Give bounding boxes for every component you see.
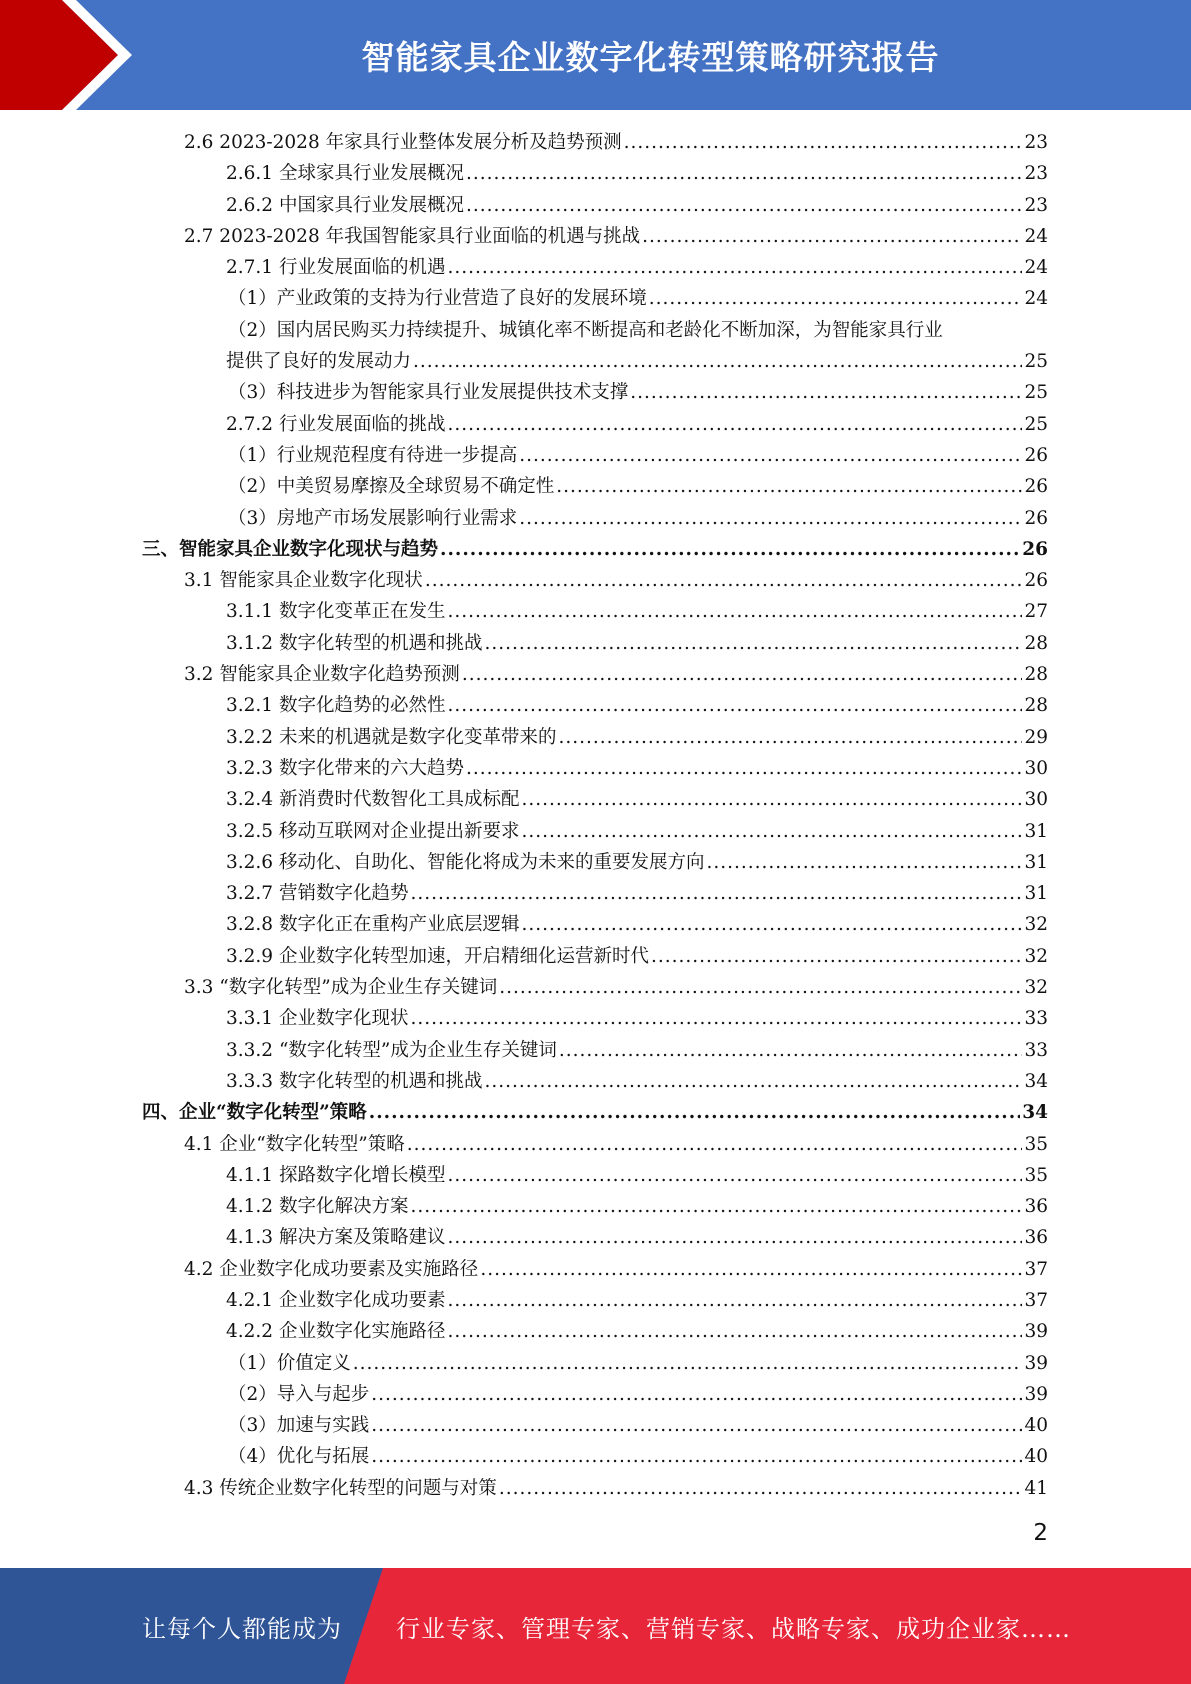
toc-entry-page: 32 — [1024, 945, 1048, 967]
toc-leader-dots — [499, 972, 1022, 1003]
toc-entry-page: 24 — [1024, 225, 1048, 247]
toc-entry-page: 39 — [1024, 1321, 1048, 1343]
toc-entry[interactable] — [0, 1066, 1191, 1097]
toc-entry-page: 31 — [1024, 820, 1048, 842]
toc-entry[interactable] — [0, 1316, 1191, 1347]
toc-leader-dots — [447, 1160, 1022, 1191]
toc-leader-dots — [369, 1097, 1020, 1128]
toc-entry-page: 40 — [1024, 1446, 1048, 1468]
toc-entry[interactable] — [0, 127, 1191, 158]
toc-entry[interactable] — [0, 1285, 1191, 1316]
toc-entry-page: 36 — [1024, 1196, 1048, 1218]
toc-entry[interactable] — [0, 628, 1191, 659]
page-footer — [0, 1568, 1191, 1684]
toc-entry-page: 37 — [1024, 1289, 1048, 1311]
toc-leader-dots — [521, 816, 1022, 847]
toc-entry-title: 3.3 “数字化转型”成为企业生存关键词 — [184, 977, 498, 999]
toc-entry-page: 39 — [1024, 1352, 1048, 1374]
toc-entry[interactable] — [0, 1410, 1191, 1441]
toc-leader-dots — [413, 346, 1022, 377]
toc-entry[interactable] — [0, 722, 1191, 753]
toc-entry-title: 4.1.3 解决方案及策略建议 — [226, 1227, 446, 1249]
toc-entry-title: （2）中美贸易摩擦及全球贸易不确定性 — [228, 476, 555, 498]
toc-entry[interactable] — [0, 315, 1191, 346]
toc-entry[interactable] — [0, 941, 1191, 972]
toc-entry-page: 25 — [1024, 351, 1048, 373]
toc-entry-title: （1）行业规范程度有待进一步提高 — [228, 444, 518, 466]
toc-entry-page: 26 — [1024, 444, 1048, 466]
toc-entry-title: 2.7.2 行业发展面临的挑战 — [226, 413, 446, 435]
toc-entry-page: 30 — [1024, 789, 1048, 811]
toc-entry-page: 35 — [1024, 1133, 1048, 1155]
toc-entry[interactable] — [0, 972, 1191, 1003]
toc-entry[interactable] — [0, 753, 1191, 784]
toc-entry-page: 26 — [1022, 538, 1048, 560]
toc-leader-dots — [519, 440, 1022, 471]
toc-entry-title: 4.1.2 数字化解决方案 — [226, 1196, 409, 1218]
toc-leader-dots — [440, 534, 1020, 565]
toc-entry-title: 3.2.5 移动互联网对企业提出新要求 — [226, 820, 520, 842]
toc-entry-page: 24 — [1024, 257, 1048, 279]
toc-entry-page: 33 — [1024, 1039, 1048, 1061]
toc-entry-page: 27 — [1024, 601, 1048, 623]
toc-entry[interactable] — [0, 346, 1191, 377]
toc-leader-dots — [447, 1285, 1022, 1316]
toc-entry-page: 37 — [1024, 1258, 1048, 1280]
toc-entry[interactable] — [0, 471, 1191, 502]
toc-entry-title: 2.7.1 行业发展面临的机遇 — [226, 257, 446, 279]
toc-entry[interactable] — [0, 1097, 1191, 1128]
toc-entry[interactable] — [0, 1003, 1191, 1034]
toc-entry-title: 4.2.2 企业数字化实施路径 — [226, 1321, 446, 1343]
toc-leader-dots — [624, 127, 1023, 158]
toc-leader-dots — [484, 628, 1022, 659]
toc-entry-page: 33 — [1024, 1008, 1048, 1030]
toc-entry-page: 23 — [1024, 163, 1048, 185]
toc-entry-page: 24 — [1024, 288, 1048, 310]
toc-entry[interactable] — [0, 1441, 1191, 1472]
toc-entry[interactable] — [0, 909, 1191, 940]
toc-entry[interactable] — [0, 1160, 1191, 1191]
page-number: 2 — [1033, 1520, 1048, 1546]
toc-entry-title: 3.3.3 数字化转型的机遇和挑战 — [226, 1070, 483, 1092]
toc-leader-dots — [447, 1316, 1022, 1347]
toc-leader-dots — [480, 1254, 1022, 1285]
toc-leader-dots — [649, 283, 1023, 314]
toc-leader-dots — [425, 565, 1023, 596]
toc-entry-title: 3.1 智能家具企业数字化现状 — [184, 570, 423, 592]
toc-entry-title: （2）国内居民购买力持续提升、城镇化率不断提高和老龄化不断加深，为智能家具行业 — [228, 319, 943, 341]
toc-leader-dots — [519, 503, 1022, 534]
toc-entry-page: 25 — [1024, 382, 1048, 404]
toc-entry-title: 3.2.9 企业数字化转型加速，开启精细化运营新时代 — [226, 945, 649, 967]
toc-entry-title: 3.3.1 企业数字化现状 — [226, 1008, 409, 1030]
toc-entry-title: 4.1.1 探路数字化增长模型 — [226, 1164, 446, 1186]
toc-leader-dots — [371, 1379, 1022, 1410]
toc-entry-page: 35 — [1024, 1164, 1048, 1186]
toc-entry-page: 39 — [1024, 1383, 1048, 1405]
page-header — [0, 0, 1191, 110]
toc-leader-dots — [410, 878, 1022, 909]
toc-entry-title: （3）科技进步为智能家具行业发展提供技术支撑 — [228, 382, 629, 404]
toc-entry-page: 31 — [1024, 883, 1048, 905]
toc-entry-title: 2.7 2023-2028 年我国智能家具行业面临的机遇与挑战 — [184, 225, 641, 247]
toc-leader-dots — [559, 1035, 1023, 1066]
toc-entry-title: 4.2.1 企业数字化成功要素 — [226, 1289, 446, 1311]
toc-entry-page: 30 — [1024, 757, 1048, 779]
toc-entry-title: （3）加速与实践 — [228, 1415, 370, 1437]
toc-leader-dots — [651, 941, 1022, 972]
toc-entry[interactable] — [0, 596, 1191, 627]
toc-entry-title: 2.6.1 全球家具行业发展概况 — [226, 163, 464, 185]
toc-entry[interactable] — [0, 659, 1191, 690]
footer-slogan-right: 行业专家、管理专家、营销专家、战略专家、成功企业家…… — [396, 1614, 1071, 1643]
toc-leader-dots — [558, 722, 1022, 753]
toc-entry-title: 3.2.1 数字化趋势的必然性 — [226, 695, 446, 717]
toc-entry-title: （4）优化与拓展 — [228, 1446, 370, 1468]
toc-entry-page: 28 — [1024, 664, 1048, 686]
toc-entry[interactable] — [0, 1473, 1191, 1504]
toc-entry[interactable] — [0, 1191, 1191, 1222]
toc-entry-title: 3.2.7 营销数字化趋势 — [226, 883, 409, 905]
toc-leader-dots — [521, 909, 1022, 940]
toc-leader-dots — [466, 190, 1022, 221]
toc-leader-dots — [521, 784, 1022, 815]
toc-entry[interactable] — [0, 816, 1191, 847]
toc-entry-title: 提供了良好的发展动力 — [226, 351, 412, 373]
toc-entry-title: 3.2.3 数字化带来的六大趋势 — [226, 757, 464, 779]
toc-leader-dots — [466, 753, 1022, 784]
toc-entry[interactable] — [0, 1379, 1191, 1410]
toc-entry[interactable] — [0, 190, 1191, 221]
toc-leader-dots — [484, 1066, 1022, 1097]
toc-entry-page: 23 — [1024, 132, 1048, 153]
toc-entry[interactable] — [0, 534, 1191, 565]
toc-entry-page: 41 — [1024, 1477, 1048, 1499]
toc-leader-dots — [642, 221, 1022, 252]
toc-leader-dots — [410, 1191, 1022, 1222]
toc-entry[interactable] — [0, 1035, 1191, 1066]
toc-entry-page: 40 — [1024, 1415, 1048, 1437]
toc-entry-title: （2）导入与起步 — [228, 1383, 370, 1405]
toc-entry[interactable] — [0, 565, 1191, 596]
toc-entry[interactable] — [0, 409, 1191, 440]
toc-entry[interactable] — [0, 784, 1191, 815]
toc-entry-page: 26 — [1024, 570, 1048, 592]
toc-entry[interactable] — [0, 878, 1191, 909]
toc-entry[interactable] — [0, 283, 1191, 314]
toc-entry[interactable] — [0, 690, 1191, 721]
toc-entry-title: 3.1.1 数字化变革正在发生 — [226, 601, 446, 623]
toc-entry-title: 3.2.4 新消费时代数智化工具成标配 — [226, 789, 520, 811]
toc-leader-dots — [447, 252, 1022, 283]
toc-entry-page: 32 — [1024, 914, 1048, 936]
toc-entry-title: （1）价值定义 — [228, 1352, 351, 1374]
toc-leader-dots — [447, 690, 1022, 721]
toc-leader-dots — [407, 1129, 1023, 1160]
toc-entry-title: 4.3 传统企业数字化转型的问题与对策 — [184, 1477, 497, 1499]
toc-entry[interactable] — [0, 440, 1191, 471]
toc-entry[interactable] — [0, 847, 1191, 878]
toc-entry-page: 28 — [1024, 695, 1048, 717]
toc-entry[interactable] — [0, 252, 1191, 283]
report-title: 智能家具企业数字化转型策略研究报告 — [361, 37, 940, 77]
table-of-contents — [0, 127, 1191, 1504]
toc-entry-title: 4.1 企业“数字化转型”策略 — [184, 1133, 405, 1155]
toc-entry[interactable] — [0, 503, 1191, 534]
toc-entry-page: 31 — [1024, 851, 1048, 873]
toc-leader-dots — [371, 1410, 1022, 1441]
toc-entry-page: 34 — [1024, 1070, 1048, 1092]
header-chevron-icon — [0, 0, 160, 110]
toc-leader-dots — [371, 1441, 1022, 1472]
footer-slogan-left: 让每个人都能成为 — [142, 1614, 342, 1643]
toc-entry-title: （3）房地产市场发展影响行业需求 — [228, 507, 518, 529]
toc-leader-dots — [447, 409, 1022, 440]
toc-leader-dots — [630, 377, 1022, 408]
toc-entry-title: 4.2 企业数字化成功要素及实施路径 — [184, 1258, 479, 1280]
toc-entry-title: 2.6 2023-2028 年家具行业整体发展分析及趋势预测 — [184, 132, 622, 153]
toc-entry[interactable] — [0, 158, 1191, 189]
toc-entry-page: 25 — [1024, 413, 1048, 435]
toc-entry-title: 3.2.8 数字化正在重构产业底层逻辑 — [226, 914, 520, 936]
toc-leader-dots — [462, 659, 1023, 690]
toc-entry-title: 3.3.2 “数字化转型”成为企业生存关键词 — [226, 1039, 557, 1061]
toc-entry-title: 三、智能家具企业数字化现状与趋势 — [142, 538, 439, 560]
toc-entry-page: 32 — [1024, 977, 1048, 999]
toc-entry[interactable] — [0, 1348, 1191, 1379]
toc-entry[interactable] — [0, 1254, 1191, 1285]
toc-entry-page: 23 — [1024, 194, 1048, 216]
toc-leader-dots — [466, 158, 1022, 189]
toc-entry-title: （1）产业政策的支持为行业营造了良好的发展环境 — [228, 288, 647, 310]
toc-leader-dots — [410, 1003, 1022, 1034]
toc-leader-dots — [706, 847, 1022, 878]
toc-entry-page: 26 — [1024, 507, 1048, 529]
toc-entry-page: 34 — [1022, 1102, 1048, 1124]
toc-entry-page: 28 — [1024, 632, 1048, 654]
toc-entry-page: 26 — [1024, 476, 1048, 498]
toc-entry-title: 2.6.2 中国家具行业发展概况 — [226, 194, 464, 216]
toc-leader-dots — [447, 596, 1022, 627]
toc-entry-title: 3.1.2 数字化转型的机遇和挑战 — [226, 632, 483, 654]
toc-entry-title: 四、企业“数字化转型”策略 — [142, 1102, 367, 1124]
toc-entry-page: 29 — [1024, 726, 1048, 748]
toc-entry[interactable] — [0, 221, 1191, 252]
toc-entry[interactable] — [0, 377, 1191, 408]
toc-leader-dots — [556, 471, 1022, 502]
toc-entry-title: 3.2.2 未来的机遇就是数字化变革带来的 — [226, 726, 557, 748]
toc-entry[interactable] — [0, 1129, 1191, 1160]
toc-leader-dots — [353, 1348, 1023, 1379]
toc-leader-dots — [499, 1473, 1023, 1504]
toc-entry-title: 3.2 智能家具企业数字化趋势预测 — [184, 664, 460, 686]
toc-leader-dots — [447, 1222, 1022, 1253]
toc-entry[interactable] — [0, 1222, 1191, 1253]
toc-entry-title: 3.2.6 移动化、自助化、智能化将成为未来的重要发展方向 — [226, 851, 705, 873]
toc-entry-page: 36 — [1024, 1227, 1048, 1249]
